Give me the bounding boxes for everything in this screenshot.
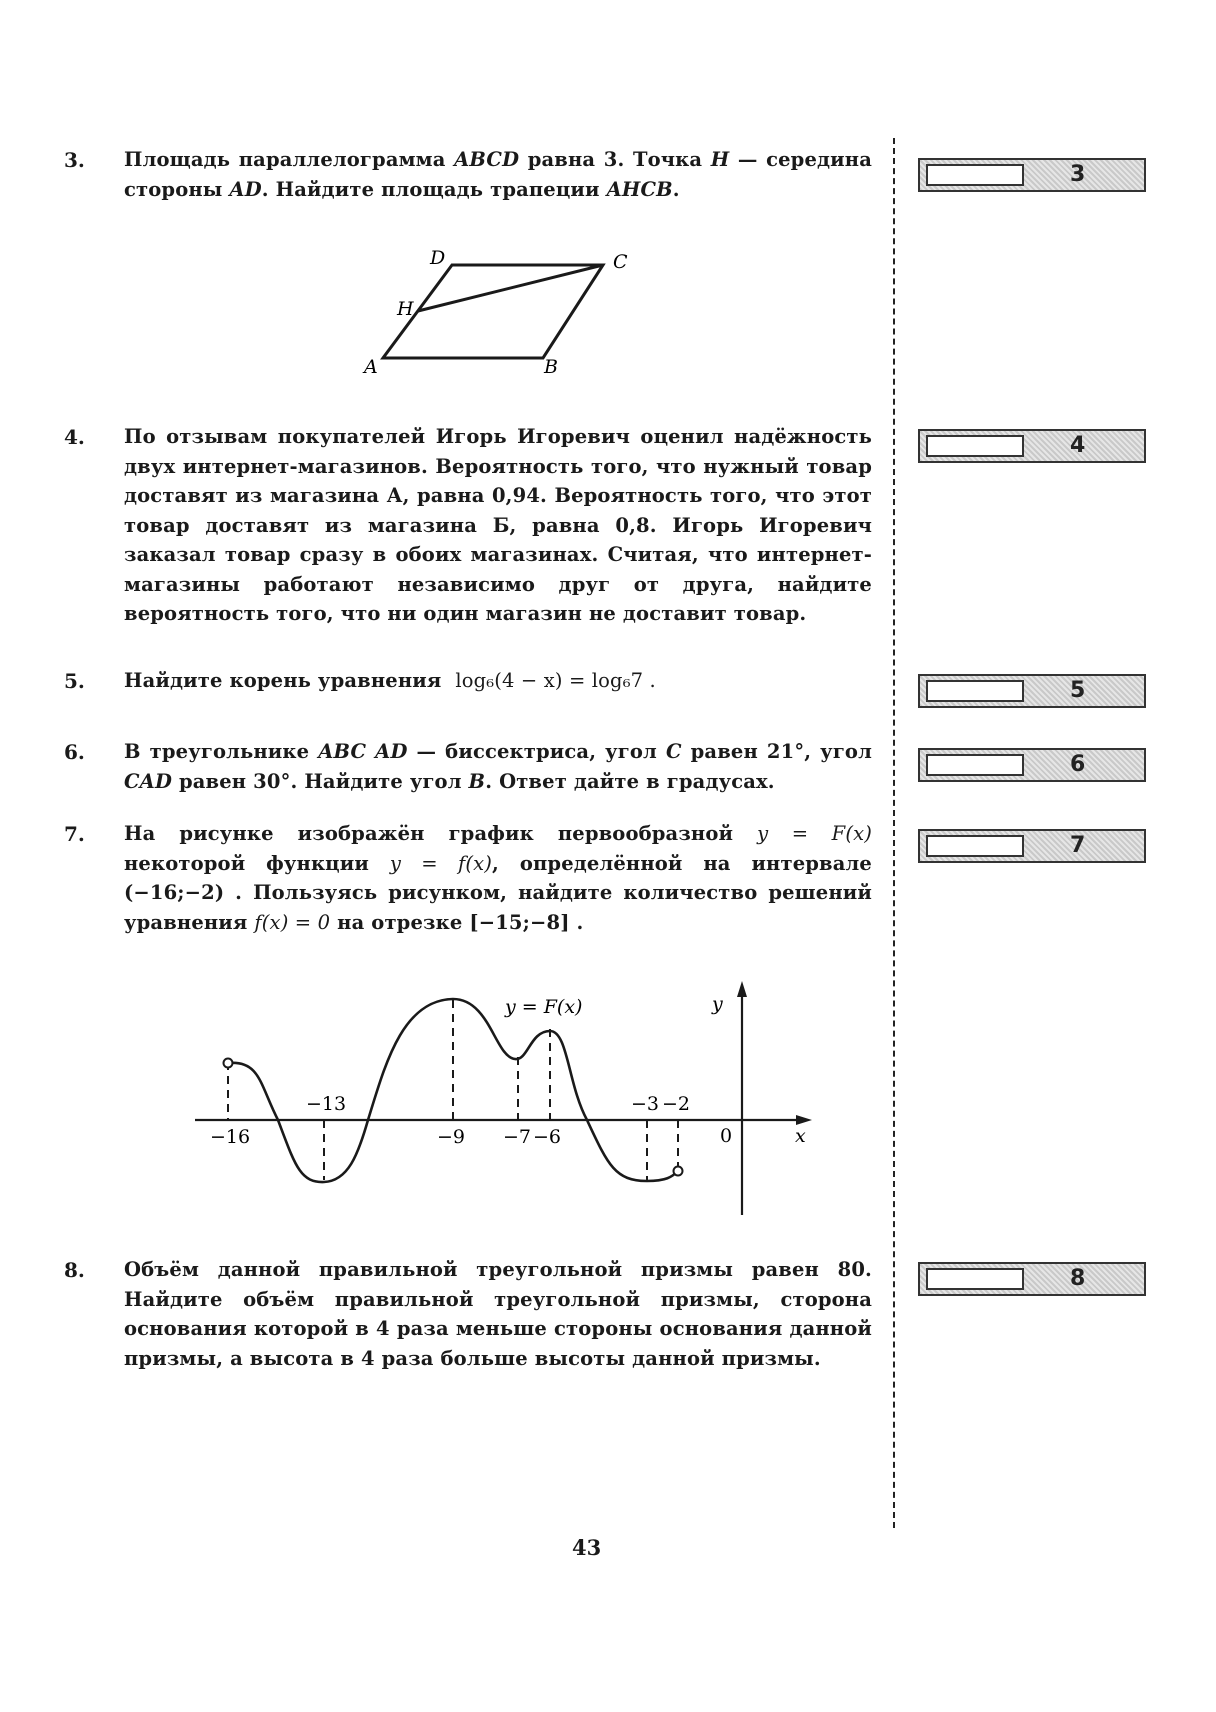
answer-box-7[interactable] xyxy=(918,829,1146,863)
answer-field[interactable] xyxy=(926,754,1024,776)
vertex-label-d: D xyxy=(430,247,446,269)
answer-box-label: 7 xyxy=(1070,833,1086,858)
x-axis-arrow xyxy=(796,1115,812,1125)
vertex-label-h: H xyxy=(397,298,414,320)
problem-number: 8. xyxy=(64,1258,85,1282)
answer-box-label: 5 xyxy=(1070,678,1086,703)
answer-box-4[interactable] xyxy=(918,429,1146,463)
vertex-label-a: A xyxy=(364,356,378,378)
answer-box-label: 8 xyxy=(1070,1266,1086,1291)
tick-label: −3 xyxy=(631,1093,660,1115)
antiderivative-graph xyxy=(190,975,830,1225)
open-endpoint xyxy=(224,1059,233,1068)
problem-text: В треугольнике ABC AD — биссектриса, угол C равен 21°, угол CAD равен 30°. Найдите угол B. Ответ дайте в градусах. xyxy=(124,740,872,793)
graph-title: y = F(x) xyxy=(505,996,583,1018)
answer-field[interactable] xyxy=(926,835,1024,857)
answer-field[interactable] xyxy=(926,680,1024,702)
tick-label: −9 xyxy=(437,1126,466,1148)
answer-field[interactable] xyxy=(926,435,1024,457)
problem-text: На рисунке изображён график первообразной y = F(x) некоторой функции y = f(x), определённой на интервале (−16;−2) . Пользуясь рисунком, найдите количество решений уравнения f(x) = 0 на отрезке [−15;−8] . xyxy=(124,822,872,934)
tick-label: −6 xyxy=(533,1126,562,1148)
answer-field[interactable] xyxy=(926,1268,1024,1290)
problem-number: 4. xyxy=(64,425,85,449)
margin-divider xyxy=(893,138,895,1528)
problem-text: Объём данной правильной треугольной призмы равен 80. Найдите объём правильной треугольной призмы, сторона основания которой в 4 раза меньше стороны основания данной призмы, а высота в 4 раза больше высоты данной призмы. xyxy=(124,1258,872,1370)
origin-label: 0 xyxy=(720,1125,733,1147)
dashed-guides xyxy=(228,1000,678,1180)
log-formula: log₆(4 − x) = log₆7 . xyxy=(455,669,656,692)
answer-box-6[interactable] xyxy=(918,748,1146,782)
problem-text: Найдите корень уравнения log₆(4 − x) = log₆7 . xyxy=(124,669,656,692)
y-axis-label: y xyxy=(712,993,723,1015)
tick-label: −16 xyxy=(210,1126,251,1148)
page-number: 43 xyxy=(572,1535,602,1560)
tick-label: −7 xyxy=(503,1126,532,1148)
vertex-label-c: C xyxy=(613,251,628,273)
problem-number: 6. xyxy=(64,740,85,764)
open-endpoint xyxy=(674,1167,683,1176)
tick-label: −2 xyxy=(662,1093,691,1115)
problem-text: По отзывам покупателей Игорь Игоревич оценил надёжность двух интернет-магазинов. Вероятность того, что нужный товар доставят из магазина А, равна 0,94. Вероятность того, что этот товар доставят из магазина Б, равна 0,8. Игорь Игоревич заказал товар сразу в обоих магазинах. Считая, что интернет-магазины работают независимо друг от друга, найдите вероятность того, что ни один магазин не доставит товар. xyxy=(124,425,872,625)
answer-box-label: 3 xyxy=(1070,162,1086,187)
problem-text: Площадь параллелограмма ABCD равна 3. Точка H — середина стороны AD. Найдите площадь трапеции AHCB. xyxy=(124,148,872,201)
answer-box-8[interactable] xyxy=(918,1262,1146,1296)
parallelogram-figure xyxy=(360,245,660,380)
vertex-label-b: B xyxy=(544,356,558,378)
tick-label: −13 xyxy=(306,1093,347,1115)
answer-box-3[interactable] xyxy=(918,158,1146,192)
problem-number: 7. xyxy=(64,822,85,846)
problem-number: 3. xyxy=(64,148,85,172)
answer-box-5[interactable] xyxy=(918,674,1146,708)
answer-box-label: 6 xyxy=(1070,752,1086,777)
x-axis-label: x xyxy=(795,1125,806,1147)
problem-number: 5. xyxy=(64,669,85,693)
y-axis-arrow xyxy=(737,981,747,997)
answer-box-label: 4 xyxy=(1070,433,1086,458)
answer-field[interactable] xyxy=(926,164,1024,186)
